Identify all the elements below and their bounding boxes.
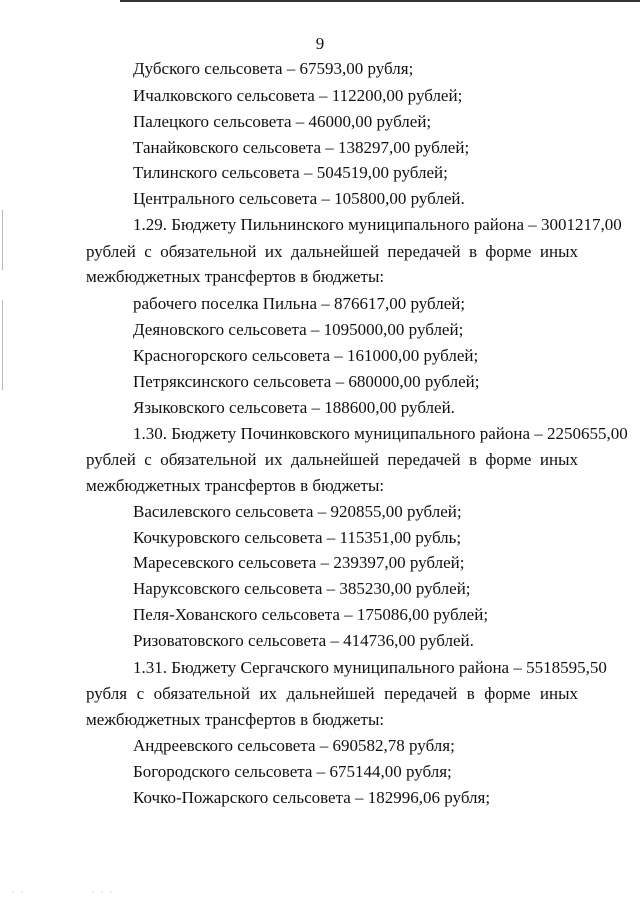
list-item: Дубского сельсовета – 67593,00 рубля; (133, 59, 414, 78)
paragraph-line: рубля с обязательной их дальнейшей передачей в форме иных (86, 684, 578, 703)
list-item: Красногорского сельсовета – 161000,00 рублей; (133, 346, 479, 365)
scan-artifact: · · · (92, 888, 114, 897)
list-item: Ризоватовского сельсовета – 414736,00 рублей. (133, 631, 474, 650)
list-item: Андреевского сельсовета – 690582,78 рубля; (133, 736, 455, 755)
list-item: Василевского сельсовета – 920855,00 рублей; (133, 502, 462, 521)
list-item: Танайковского сельсовета – 138297,00 рублей; (133, 138, 470, 157)
paragraph-first-line: 1.29. Бюджету Пильнинского муниципального района – 3001217,00 (133, 215, 622, 234)
list-item: Палецкого сельсовета – 46000,00 рублей; (133, 112, 432, 131)
list-item: рабочего поселка Пильна – 876617,00 рублей; (133, 294, 466, 313)
top-border-line (120, 0, 640, 2)
list-item: Языковского сельсовета – 188600,00 рублей. (133, 398, 455, 417)
list-item: Кочко-Пожарского сельсовета – 182996,06 рубля; (133, 788, 491, 807)
list-item: Деяновского сельсовета – 1095000,00 рублей; (133, 320, 464, 339)
list-item: Пеля-Хованского сельсовета – 175086,00 рублей; (133, 605, 489, 624)
paragraph-first-line: 1.31. Бюджету Сергачского муниципального района – 5518595,50 (133, 658, 607, 677)
list-item: Центрального сельсовета – 105800,00 рублей. (133, 189, 465, 208)
paragraph-first-line: 1.30. Бюджету Починковского муниципального района – 2250655,00 (133, 424, 628, 443)
paragraph-line: рублей с обязательной их дальнейшей передачей в форме иных (86, 242, 578, 261)
list-item: Тилинского сельсовета – 504519,00 рублей; (133, 163, 448, 182)
paragraph-line: межбюджетных трансфертов в бюджеты: (86, 710, 385, 729)
list-item: Маресевского сельсовета – 239397,00 рублей; (133, 553, 465, 572)
list-item: Богородского сельсовета – 675144,00 рубля; (133, 762, 452, 781)
page-number: 9 (315, 34, 325, 53)
list-item: Петряксинского сельсовета – 680000,00 рублей; (133, 372, 480, 391)
paragraph-line: межбюджетных трансфертов в бюджеты: (86, 476, 385, 495)
scan-artifact: · · (12, 888, 26, 897)
list-item: Кочкуровского сельсовета – 115351,00 рубль; (133, 528, 462, 547)
paragraph-line: рублей с обязательной их дальнейшей передачей в форме иных (86, 450, 578, 469)
scan-edge-mark (2, 210, 3, 270)
paragraph-line: межбюджетных трансфертов в бюджеты: (86, 267, 385, 286)
list-item: Наруксовского сельсовета – 385230,00 рублей; (133, 579, 471, 598)
list-item: Ичалковского сельсовета – 112200,00 рублей; (133, 86, 463, 105)
scan-edge-mark (2, 300, 3, 390)
